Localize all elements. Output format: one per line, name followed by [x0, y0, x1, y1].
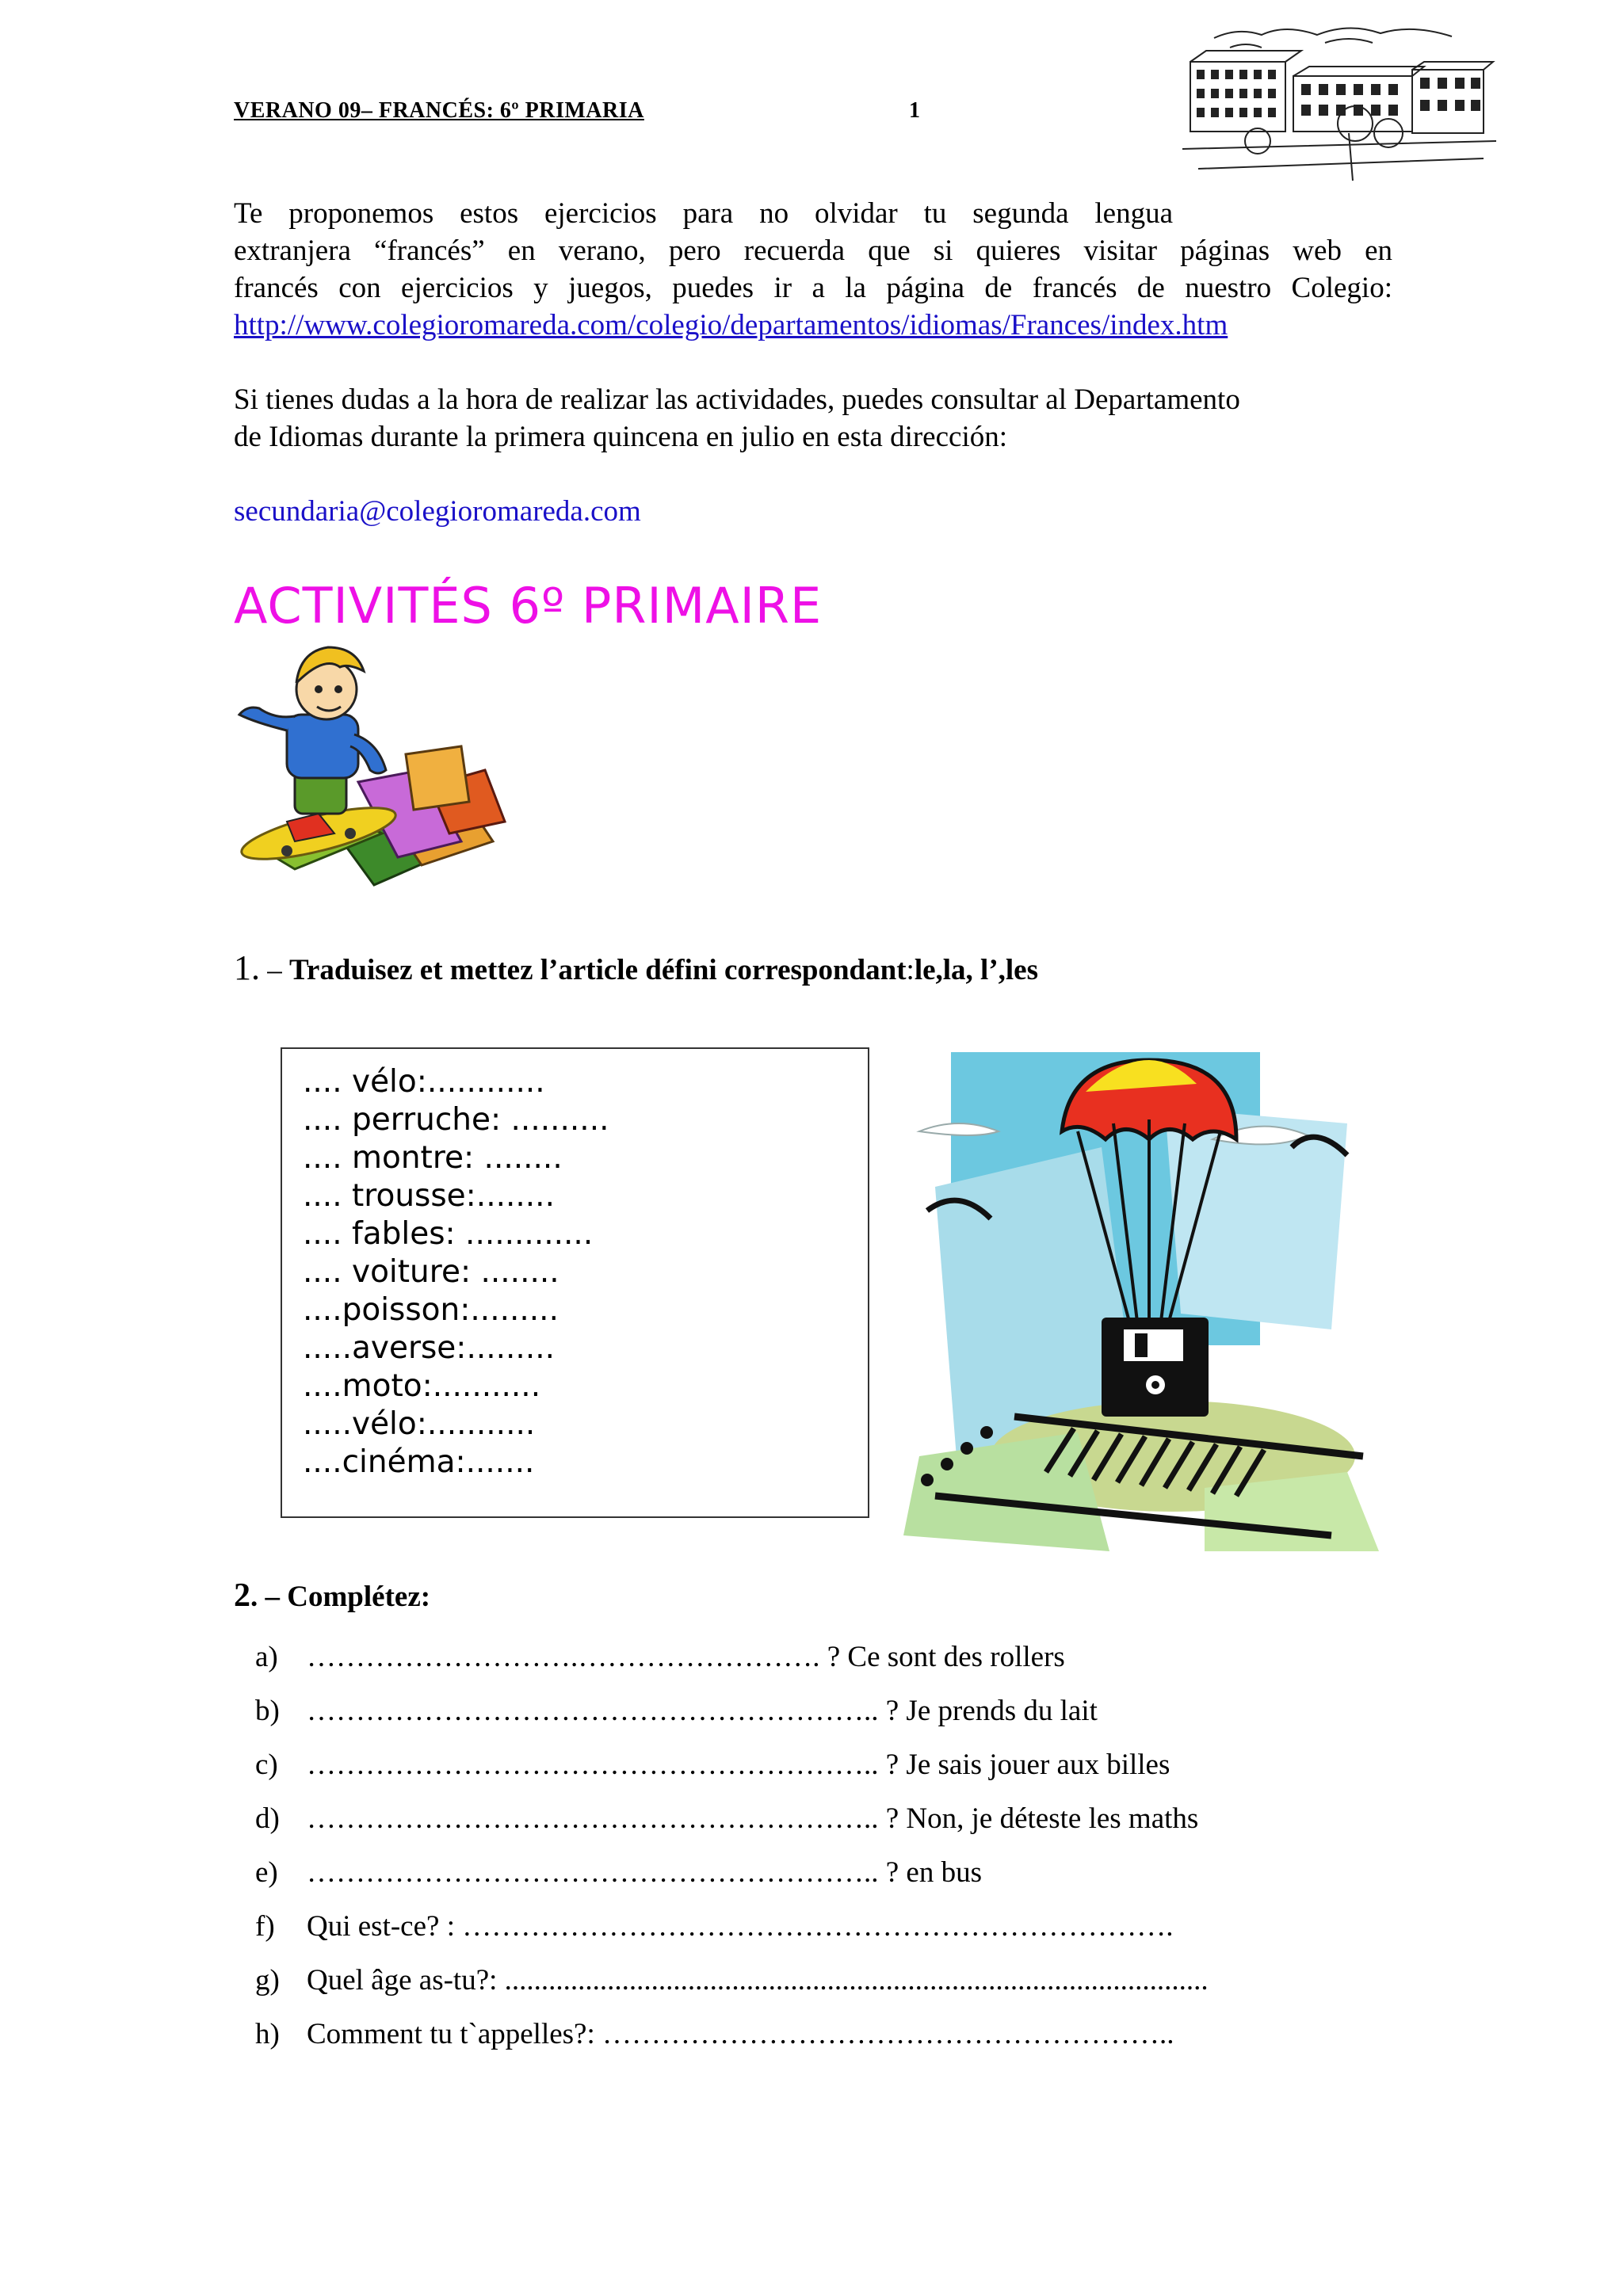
- exercise-1-number: 1.: [234, 948, 260, 987]
- intro-line-3: francés con ejercicios y juegos, puedes ir a la página de francés de nuestro Colegio:: [234, 272, 1392, 304]
- exercise-2-number: 2: [234, 1577, 250, 1614]
- exercise-1-instruction: Traduisez et mettez l’article défini correspondant: [289, 954, 907, 986]
- question-text: ………………………………………………….. ? Je sais jouer aux billes: [307, 1749, 1170, 1781]
- intro-line-1: Te proponemos estos ejercicios para no olvidar tu segunda lengua: [234, 197, 1173, 230]
- exercise-2-questions: [255, 1640, 1381, 2071]
- question-text: ……………………….……………………. ? Ce sont des rollers: [307, 1641, 1065, 1673]
- vocab-item: .... voiture: ........: [303, 1254, 559, 1290]
- vocabulary-box: [281, 1047, 869, 1518]
- question-text: ………………………………………………….. ? en bus: [307, 1856, 982, 1889]
- question-item: [255, 1694, 1381, 1748]
- vocab-item: .... perruche: ..........: [303, 1102, 609, 1138]
- question-letter: b): [255, 1695, 280, 1727]
- question-letter: d): [255, 1802, 280, 1835]
- exercise-1-dash: –: [260, 954, 289, 986]
- question-letter: g): [255, 1964, 280, 1997]
- question-text: ………………………………………………….. ? Je prends du lait: [307, 1695, 1098, 1727]
- exercise-1-articles: le,la, l’,les: [914, 954, 1038, 986]
- vocab-item: .....vélo:...........: [303, 1406, 536, 1442]
- activities-title: ACTIVITÉS 6º PRIMAIRE: [234, 577, 823, 635]
- question-letter: e): [255, 1856, 278, 1889]
- question-letter: c): [255, 1749, 278, 1781]
- page-header: [234, 98, 920, 124]
- question-item: [255, 1748, 1381, 1802]
- exercise-2-label: . – Complétez:: [250, 1581, 431, 1613]
- question-item: [255, 1909, 1381, 1963]
- intro-para2-line-2: de Idiomas durante la primera quincena en julio en esta dirección:: [234, 421, 1008, 453]
- intro-text: [234, 195, 1392, 530]
- question-letter: f): [255, 1910, 275, 1943]
- header-title: VERANO 09– FRANCÉS: 6º PRIMARIA: [234, 98, 644, 123]
- vocabulary-list: [282, 1049, 868, 1482]
- question-item: [255, 1855, 1381, 1909]
- vocab-item: .... vélo:............: [303, 1064, 545, 1100]
- question-item: [255, 2017, 1381, 2071]
- vocab-item: ....poisson:.........: [303, 1292, 559, 1328]
- contact-email-link[interactable]: secundaria@colegioromareda.com: [234, 495, 641, 528]
- boy-surfing-books-clipart: [231, 643, 525, 897]
- question-item: [255, 1802, 1381, 1855]
- vocab-item: ....cinéma:.......: [303, 1444, 535, 1480]
- question-item: [255, 1963, 1381, 2017]
- vocab-item: .... trousse:........: [303, 1178, 555, 1214]
- vocab-item: .... montre: ........: [303, 1140, 563, 1176]
- question-letter: h): [255, 2018, 280, 2050]
- question-item: [255, 1640, 1381, 1694]
- vocab-item: .....averse:.........: [303, 1330, 556, 1366]
- question-text: Comment tu t`appelles?: …………………………………………………..: [307, 2018, 1174, 2050]
- exercise-1-colon: :: [906, 954, 915, 986]
- parachute-floppy-clipart: [903, 1044, 1379, 1551]
- exercise-2-title: [234, 1577, 430, 1615]
- question-letter: a): [255, 1641, 278, 1673]
- question-text: Qui est-ce? : ……………………………………………………………….: [307, 1910, 1174, 1943]
- vocab-item: ....moto:...........: [303, 1368, 541, 1404]
- question-text: ………………………………………………….. ? Non, je déteste les maths: [307, 1802, 1199, 1835]
- vocab-item: .... fables: .............: [303, 1216, 594, 1252]
- intro-line-2: extranjera “francés” en verano, pero recuerda que si quieres visitar páginas web en: [234, 235, 1392, 267]
- question-text: Quel âge as-tu?: ................................................................................................: [307, 1964, 1209, 1997]
- exercise-1-title: [234, 948, 1038, 988]
- page-number: 1: [909, 98, 920, 123]
- intro-para2-line-1: Si tienes dudas a la hora de realizar las actividades, puedes consultar al Departamento: [234, 383, 1240, 416]
- school-building-illustration: [1182, 22, 1496, 185]
- french-page-link[interactable]: http://www.colegioromareda.com/colegio/departamentos/idiomas/Frances/index.htm: [234, 309, 1228, 341]
